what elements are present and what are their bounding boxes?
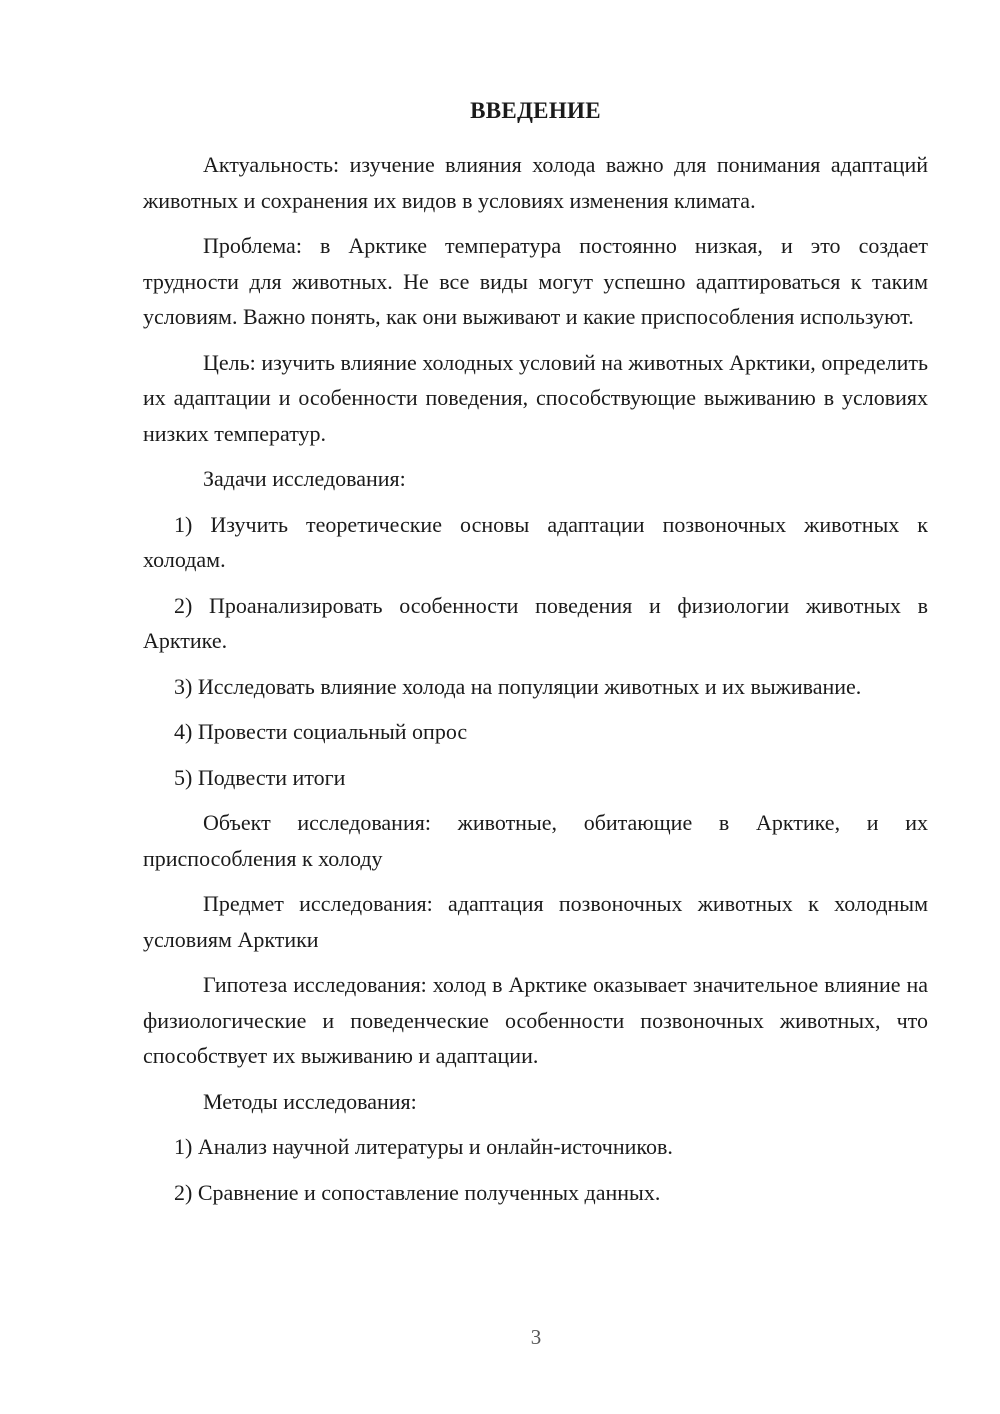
paragraph-hypothesis: Гипотеза исследования: холод в Арктике оказывает значительное влияние на физиологические и поведенческие особенности позвоночных животных, что способствует их выживанию и адаптации. xyxy=(143,972,928,1068)
task-item: 4) Провести социальный опрос xyxy=(174,719,468,744)
task-item: 1) Изучить теоретические основы адаптации позвоночных животных к холодам. xyxy=(143,511,928,572)
method-item: 2) Сравнение и сопоставление полученных данных. xyxy=(174,1179,661,1205)
paragraph-problem: Проблема: в Арктике температура постоянно низкая, и это создает трудности для животных. Не все виды могут успешно адаптироваться к таким условиям. Важно понять, как они выживают и какие приспособления используют. xyxy=(143,233,928,329)
paragraph-methods-heading: Методы исследования: xyxy=(203,1088,417,1114)
method-item: 1) Анализ научной литературы и онлайн-источников. xyxy=(174,1134,673,1159)
task-item: 3) Исследовать влияние холода на популяции животных и их выживание. xyxy=(174,673,862,699)
paragraph-goal: Цель: изучить влияние холодных условий на животных Арктики, определить их адаптации и особенности поведения, способствующие выживанию в условиях низких температур. xyxy=(143,349,928,446)
paragraph-object: Объект исследования: животные, обитающие в Арктике, и их приспособления к холоду xyxy=(143,810,928,871)
page-title: ВВЕДЕНИЕ xyxy=(470,98,601,123)
task-item: 2) Проанализировать особенности поведения и физиологии животных в Арктике. xyxy=(143,592,928,653)
paragraph-relevance: Актуальность: изучение влияния холода важно для понимания адаптаций животных и сохранения их видов в условиях изменения климата. xyxy=(143,152,928,213)
document-page xyxy=(143,96,928,1220)
page-number: 3 xyxy=(530,1325,542,1349)
paragraph-tasks-heading: Задачи исследования: xyxy=(203,466,406,491)
task-item: 5) Подвести итоги xyxy=(174,764,346,790)
paragraph-subject: Предмет исследования: адаптация позвоночных животных к холодным условиям Арктики xyxy=(143,891,928,952)
